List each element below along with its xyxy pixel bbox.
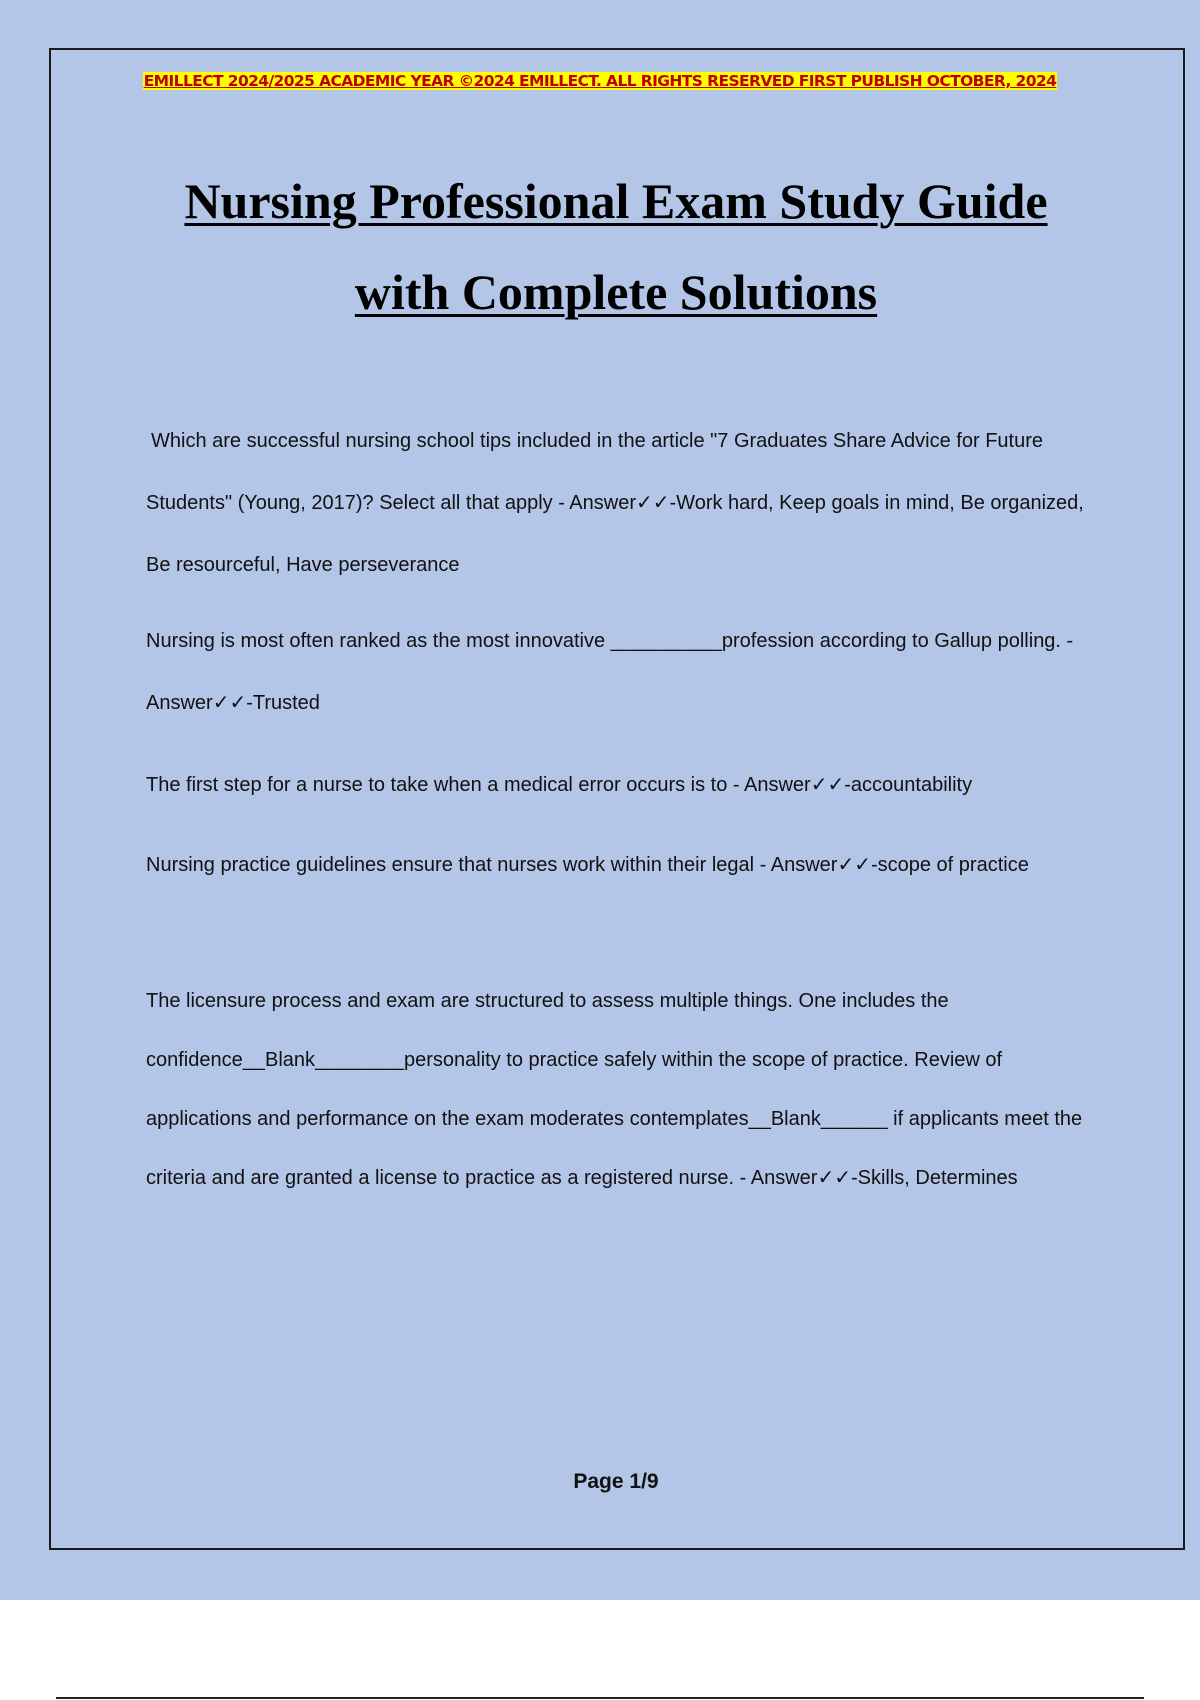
question-answer-item: Nursing practice guidelines ensure that nurses work within their legal - Answer✓✓-scope of practice [146, 854, 1029, 876]
bottom-divider [56, 1697, 1144, 1699]
question-answer-item: Which are successful nursing school tips included in the article "7 Graduates Share Advice for Future Students" (Young, 2017)? Select all that apply - Answer✓✓-Work hard, Keep goals in mind, Be organized, Be resourceful, Have perseverance [146, 430, 1084, 576]
document-title-line-2: with Complete Solutions [354, 264, 878, 320]
copyright-notice [0, 72, 1200, 90]
question-answer-item: Nursing is most often ranked as the most innovative __________profession according to Gallup polling. - Answer✓✓-Trusted [146, 630, 1074, 714]
document-title-line-1: Nursing Professional Exam Study Guide [184, 173, 1048, 229]
question-answer-item: The first step for a nurse to take when a medical error occurs is to - Answer✓✓-accountability [146, 774, 973, 796]
question-answer-item: The licensure process and exam are structured to assess multiple things. One includes the confidence__Blank________personality to practice safely within the scope of practice. Review of applications and performance on the exam moderates contemplates__Blank______ if applicants meet the criteria and are granted a license to practice as a registered nurse. - Answer✓✓-Skills, Determines [146, 990, 1083, 1189]
page-number: Page 1/9 [573, 1470, 659, 1493]
copyright-notice-text: EMILLECT 2024/2025 ACADEMIC YEAR ©2024 EMILLECT. ALL RIGHTS RESERVED FIRST PUBLISH OCTOBER, 2024 [143, 72, 1057, 90]
